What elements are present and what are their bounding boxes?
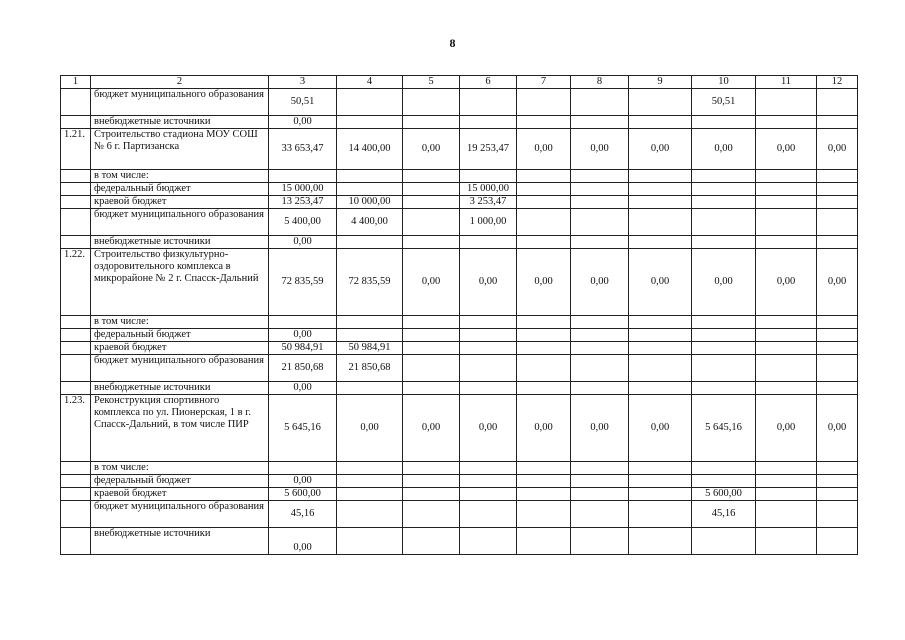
value-cell: 5 600,00 (692, 488, 756, 501)
value-cell: 0,00 (692, 249, 756, 316)
value-cell (517, 528, 571, 555)
value-cell: 50,51 (692, 89, 756, 116)
row-name: внебюджетные источники (91, 236, 269, 249)
value-cell (460, 462, 517, 475)
page-number: 8 (449, 36, 456, 50)
row-number (61, 382, 91, 395)
value-cell (460, 475, 517, 488)
table-row (61, 89, 858, 116)
value-cell (337, 116, 403, 129)
row-number (61, 196, 91, 209)
value-cell (629, 382, 692, 395)
row-name: в том числе: (91, 462, 269, 475)
value-cell (571, 501, 629, 528)
section-row (61, 249, 858, 316)
value-cell (629, 316, 692, 329)
value-cell (817, 528, 858, 555)
value-cell: 0,00 (629, 129, 692, 170)
value-cell (817, 462, 858, 475)
value-cell (403, 170, 460, 183)
column-header: 8 (571, 76, 629, 89)
value-cell (517, 183, 571, 196)
value-cell (337, 528, 403, 555)
value-cell (460, 528, 517, 555)
value-cell: 0,00 (403, 129, 460, 170)
value-cell (403, 501, 460, 528)
value-cell (817, 89, 858, 116)
value-cell (756, 475, 817, 488)
value-cell (756, 528, 817, 555)
value-cell (817, 116, 858, 129)
value-cell (756, 488, 817, 501)
value-cell: 13 253,47 (269, 196, 337, 209)
value-cell (403, 462, 460, 475)
value-cell: 0,00 (817, 395, 858, 462)
value-cell (692, 183, 756, 196)
value-cell (692, 528, 756, 555)
value-cell (692, 462, 756, 475)
column-header: 6 (460, 76, 517, 89)
value-cell: 0,00 (403, 249, 460, 316)
value-cell: 0,00 (269, 475, 337, 488)
value-cell: 0,00 (517, 129, 571, 170)
table-row (61, 382, 858, 395)
row-number: 1.21. (61, 129, 91, 170)
value-cell (817, 488, 858, 501)
row-name: федеральный бюджет (91, 329, 269, 342)
table-row (61, 170, 858, 183)
row-number (61, 501, 91, 528)
row-name: бюджет муниципального образования (91, 89, 269, 116)
value-cell (629, 462, 692, 475)
row-number (61, 209, 91, 236)
table-row (61, 475, 858, 488)
value-cell: 21 850,68 (337, 355, 403, 382)
value-cell (629, 183, 692, 196)
value-cell (692, 355, 756, 382)
value-cell (403, 183, 460, 196)
value-cell (756, 355, 817, 382)
value-cell (692, 209, 756, 236)
value-cell: 0,00 (571, 249, 629, 316)
row-name: внебюджетные источники (91, 528, 269, 555)
value-cell (817, 501, 858, 528)
column-header: 4 (337, 76, 403, 89)
row-number (61, 236, 91, 249)
value-cell: 0,00 (269, 236, 337, 249)
value-cell (817, 355, 858, 382)
table-row (61, 528, 858, 555)
row-name: бюджет муниципального образования (91, 355, 269, 382)
column-header: 2 (91, 76, 269, 89)
value-cell (269, 170, 337, 183)
value-cell: 14 400,00 (337, 129, 403, 170)
section-row (61, 129, 858, 170)
value-cell (337, 170, 403, 183)
column-header: 3 (269, 76, 337, 89)
value-cell (337, 183, 403, 196)
value-cell (817, 475, 858, 488)
value-cell (571, 488, 629, 501)
value-cell (629, 475, 692, 488)
row-number (61, 116, 91, 129)
value-cell (337, 475, 403, 488)
value-cell (571, 183, 629, 196)
value-cell: 5 400,00 (269, 209, 337, 236)
value-cell (517, 89, 571, 116)
row-name: Строительство физкультурно-оздоровительного комплекса в микрорайоне № 2 г. Спасск-Дальний (91, 249, 269, 316)
value-cell: 0,00 (517, 249, 571, 316)
value-cell (817, 342, 858, 355)
value-cell (403, 196, 460, 209)
row-name: бюджет муниципального образования (91, 501, 269, 528)
value-cell (269, 462, 337, 475)
value-cell (571, 170, 629, 183)
table-row (61, 236, 858, 249)
value-cell: 0,00 (692, 129, 756, 170)
section-row (61, 395, 858, 462)
value-cell: 0,00 (571, 395, 629, 462)
value-cell: 15 000,00 (460, 183, 517, 196)
value-cell (571, 342, 629, 355)
value-cell (571, 89, 629, 116)
value-cell (403, 209, 460, 236)
value-cell (756, 116, 817, 129)
value-cell: 45,16 (692, 501, 756, 528)
value-cell (756, 170, 817, 183)
value-cell: 50 984,91 (337, 342, 403, 355)
table-row (61, 501, 858, 528)
row-number: 1.23. (61, 395, 91, 462)
value-cell (337, 462, 403, 475)
value-cell: 0,00 (337, 395, 403, 462)
value-cell (403, 329, 460, 342)
value-cell: 0,00 (460, 249, 517, 316)
column-header: 12 (817, 76, 858, 89)
value-cell (629, 528, 692, 555)
row-name: Реконструкция спортивного комплекса по ул. Пионерская, 1 в г. Спасск-Дальний, в том числе ПИР (91, 395, 269, 462)
value-cell (517, 170, 571, 183)
value-cell (517, 209, 571, 236)
value-cell (517, 488, 571, 501)
value-cell: 33 653,47 (269, 129, 337, 170)
value-cell (817, 236, 858, 249)
row-name: внебюджетные источники (91, 116, 269, 129)
value-cell: 50 984,91 (269, 342, 337, 355)
row-name: в том числе: (91, 170, 269, 183)
value-cell (517, 475, 571, 488)
value-cell (571, 316, 629, 329)
value-cell (517, 462, 571, 475)
value-cell (756, 183, 817, 196)
value-cell (337, 501, 403, 528)
value-cell: 15 000,00 (269, 183, 337, 196)
row-number (61, 316, 91, 329)
value-cell (817, 209, 858, 236)
value-cell: 5 645,16 (692, 395, 756, 462)
value-cell (460, 316, 517, 329)
value-cell (517, 116, 571, 129)
row-name: федеральный бюджет (91, 183, 269, 196)
row-name: краевой бюджет (91, 342, 269, 355)
value-cell (629, 329, 692, 342)
value-cell: 0,00 (571, 129, 629, 170)
row-number (61, 342, 91, 355)
value-cell (403, 316, 460, 329)
value-cell (517, 316, 571, 329)
row-number (61, 528, 91, 555)
value-cell (817, 183, 858, 196)
value-cell: 45,16 (269, 501, 337, 528)
value-cell (460, 488, 517, 501)
value-cell (403, 528, 460, 555)
column-header: 11 (756, 76, 817, 89)
value-cell (337, 89, 403, 116)
value-cell (756, 462, 817, 475)
row-name: федеральный бюджет (91, 475, 269, 488)
value-cell: 1 000,00 (460, 209, 517, 236)
row-number (61, 329, 91, 342)
table-row (61, 116, 858, 129)
row-number (61, 475, 91, 488)
column-header: 10 (692, 76, 756, 89)
value-cell (629, 236, 692, 249)
table-row (61, 488, 858, 501)
value-cell: 21 850,68 (269, 355, 337, 382)
row-number (61, 89, 91, 116)
value-cell (337, 329, 403, 342)
value-cell (692, 329, 756, 342)
value-cell (629, 116, 692, 129)
value-cell (571, 329, 629, 342)
value-cell (817, 316, 858, 329)
value-cell (629, 501, 692, 528)
value-cell (403, 236, 460, 249)
value-cell (756, 501, 817, 528)
value-cell (269, 316, 337, 329)
value-cell (460, 501, 517, 528)
value-cell: 0,00 (817, 129, 858, 170)
value-cell: 0,00 (817, 249, 858, 316)
value-cell (817, 196, 858, 209)
value-cell (692, 382, 756, 395)
value-cell (571, 475, 629, 488)
value-cell (403, 355, 460, 382)
row-name: бюджет муниципального образования (91, 209, 269, 236)
value-cell (517, 236, 571, 249)
value-cell (629, 355, 692, 382)
column-header: 5 (403, 76, 460, 89)
value-cell (756, 236, 817, 249)
value-cell (571, 528, 629, 555)
value-cell (571, 382, 629, 395)
value-cell (460, 170, 517, 183)
value-cell (571, 116, 629, 129)
column-header: 7 (517, 76, 571, 89)
value-cell (571, 355, 629, 382)
value-cell (337, 382, 403, 395)
value-cell: 5 600,00 (269, 488, 337, 501)
table-row (61, 316, 858, 329)
value-cell: 10 000,00 (337, 196, 403, 209)
value-cell (692, 236, 756, 249)
value-cell (692, 196, 756, 209)
row-number: 1.22. (61, 249, 91, 316)
value-cell (692, 170, 756, 183)
column-header: 1 (61, 76, 91, 89)
budget-table (60, 75, 858, 555)
row-name: внебюджетные источники (91, 382, 269, 395)
value-cell: 50,51 (269, 89, 337, 116)
value-cell (756, 342, 817, 355)
value-cell: 0,00 (460, 395, 517, 462)
value-cell (460, 236, 517, 249)
value-cell: 0,00 (756, 129, 817, 170)
value-cell (629, 170, 692, 183)
table-row (61, 355, 858, 382)
value-cell: 0,00 (756, 395, 817, 462)
value-cell (692, 475, 756, 488)
value-cell: 19 253,47 (460, 129, 517, 170)
value-cell (337, 316, 403, 329)
value-cell: 0,00 (269, 382, 337, 395)
value-cell (756, 196, 817, 209)
value-cell: 0,00 (403, 395, 460, 462)
value-cell (403, 89, 460, 116)
table-row (61, 342, 858, 355)
value-cell (460, 355, 517, 382)
value-cell (571, 462, 629, 475)
value-cell (517, 355, 571, 382)
value-cell (629, 196, 692, 209)
value-cell (403, 475, 460, 488)
value-cell (629, 89, 692, 116)
value-cell (403, 488, 460, 501)
value-cell (403, 116, 460, 129)
value-cell (817, 170, 858, 183)
row-number (61, 170, 91, 183)
value-cell (629, 342, 692, 355)
table-row (61, 209, 858, 236)
value-cell: 0,00 (756, 249, 817, 316)
value-cell (692, 342, 756, 355)
value-cell (756, 209, 817, 236)
table-row (61, 183, 858, 196)
value-cell (517, 196, 571, 209)
value-cell (517, 342, 571, 355)
value-cell: 5 645,16 (269, 395, 337, 462)
row-number (61, 355, 91, 382)
row-name: краевой бюджет (91, 488, 269, 501)
value-cell (817, 382, 858, 395)
value-cell (460, 89, 517, 116)
value-cell (817, 329, 858, 342)
row-number (61, 183, 91, 196)
value-cell (517, 382, 571, 395)
table-row (61, 462, 858, 475)
value-cell: 0,00 (269, 329, 337, 342)
value-cell (460, 382, 517, 395)
value-cell (403, 382, 460, 395)
value-cell (756, 89, 817, 116)
column-header-row (61, 76, 858, 89)
column-header: 9 (629, 76, 692, 89)
value-cell (692, 316, 756, 329)
value-cell: 0,00 (629, 249, 692, 316)
value-cell (571, 236, 629, 249)
value-cell (403, 342, 460, 355)
value-cell (517, 501, 571, 528)
value-cell: 72 835,59 (269, 249, 337, 316)
value-cell (571, 209, 629, 236)
row-number (61, 462, 91, 475)
value-cell (692, 116, 756, 129)
value-cell (460, 116, 517, 129)
table-row (61, 196, 858, 209)
value-cell (756, 382, 817, 395)
table-row (61, 329, 858, 342)
value-cell (460, 329, 517, 342)
value-cell (629, 488, 692, 501)
value-cell (756, 316, 817, 329)
row-name: краевой бюджет (91, 196, 269, 209)
row-number (61, 488, 91, 501)
value-cell (460, 342, 517, 355)
value-cell (337, 488, 403, 501)
row-name: в том числе: (91, 316, 269, 329)
row-name: Строительство стадиона МОУ СОШ № 6 г. Партизанска (91, 129, 269, 170)
value-cell (571, 196, 629, 209)
value-cell: 0,00 (269, 528, 337, 555)
value-cell: 0,00 (517, 395, 571, 462)
value-cell: 4 400,00 (337, 209, 403, 236)
value-cell: 3 253,47 (460, 196, 517, 209)
value-cell (629, 209, 692, 236)
value-cell: 0,00 (269, 116, 337, 129)
value-cell: 0,00 (629, 395, 692, 462)
value-cell (337, 236, 403, 249)
value-cell: 72 835,59 (337, 249, 403, 316)
value-cell (517, 329, 571, 342)
value-cell (756, 329, 817, 342)
